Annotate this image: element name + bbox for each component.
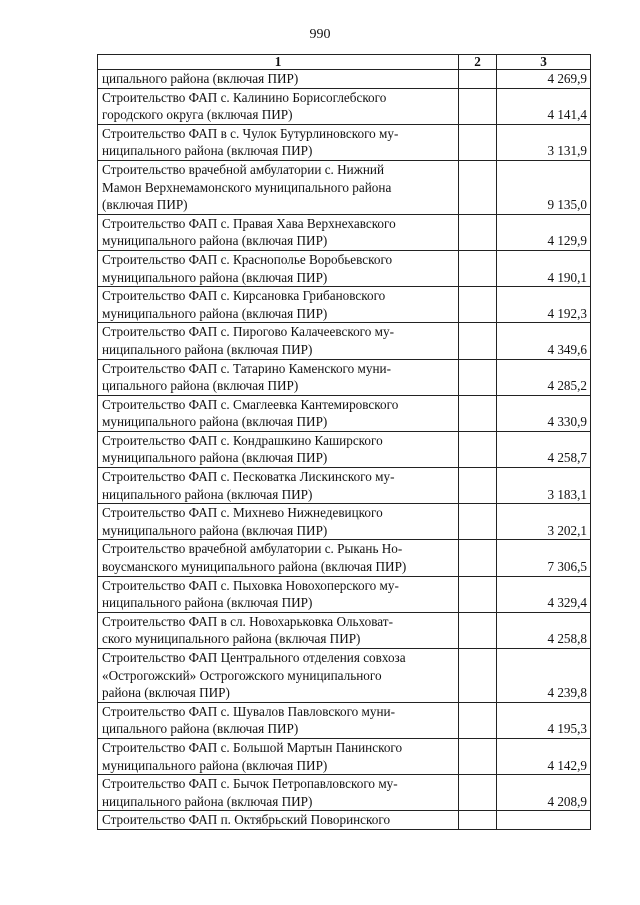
table-row: [98, 287, 591, 323]
row-column-2: [459, 431, 497, 467]
table-row: [98, 214, 591, 250]
row-description: Строительство ФАП с. Михнево Нижнедевицкого муниципального района (включая ПИР): [98, 504, 459, 540]
table-row: [98, 576, 591, 612]
row-description: Строительство ФАП с. Кирсановка Грибановского муниципального района (включая ПИР): [98, 287, 459, 323]
row-amount: 7 306,5: [497, 540, 591, 576]
row-column-2: [459, 124, 497, 160]
row-column-2: [459, 738, 497, 774]
row-amount: 9 135,0: [497, 160, 591, 214]
row-column-2: [459, 214, 497, 250]
row-column-2: [459, 359, 497, 395]
table-row: [98, 124, 591, 160]
table-header-row: [98, 55, 591, 70]
table-row: [98, 250, 591, 286]
row-column-2: [459, 287, 497, 323]
table-row: [98, 702, 591, 738]
column-header-1: 1: [98, 55, 459, 70]
row-amount: 4 195,3: [497, 702, 591, 738]
row-column-2: [459, 702, 497, 738]
row-amount: 4 190,1: [497, 250, 591, 286]
column-header-3: 3: [497, 55, 591, 70]
row-description: Строительство ФАП с. Кондрашкино Каширского муниципального района (включая ПИР): [98, 431, 459, 467]
table-row: [98, 431, 591, 467]
table-row: [98, 540, 591, 576]
row-amount: 4 329,4: [497, 576, 591, 612]
row-amount: 4 141,4: [497, 88, 591, 124]
row-amount: 4 258,8: [497, 612, 591, 648]
row-amount: 4 142,9: [497, 738, 591, 774]
row-amount: 4 239,8: [497, 649, 591, 703]
row-amount: 4 208,9: [497, 775, 591, 811]
table-row: [98, 395, 591, 431]
row-description: Строительство ФАП с. Правая Хава Верхнехавского муниципального района (включая ПИР): [98, 214, 459, 250]
row-description: Строительство ФАП с. Бычок Петропавловского му- ниципального района (включая ПИР): [98, 775, 459, 811]
row-description: Строительство ФАП с. Смаглеевка Кантемировского муниципального района (включая ПИР): [98, 395, 459, 431]
row-amount: 4 269,9: [497, 70, 591, 89]
row-amount: 4 258,7: [497, 431, 591, 467]
row-column-2: [459, 612, 497, 648]
row-description: Строительство ФАП с. Песковатка Лискинского му- ниципального района (включая ПИР): [98, 468, 459, 504]
row-description: Строительство ФАП п. Октябрьский Поворинского: [98, 811, 459, 830]
table-row: [98, 323, 591, 359]
row-description: Строительство ФАП с. Большой Мартын Панинского муниципального района (включая ПИР): [98, 738, 459, 774]
row-amount: 4 129,9: [497, 214, 591, 250]
row-column-2: [459, 468, 497, 504]
table-row: [98, 504, 591, 540]
table-row: [98, 70, 591, 89]
table-row: [98, 775, 591, 811]
row-description: Строительство ФАП с. Шувалов Павловского муни- ципального района (включая ПИР): [98, 702, 459, 738]
row-column-2: [459, 70, 497, 89]
row-amount: 4 330,9: [497, 395, 591, 431]
row-column-2: [459, 811, 497, 830]
row-column-2: [459, 775, 497, 811]
table-row: [98, 160, 591, 214]
row-description: Строительство ФАП с. Краснополье Воробьевского муниципального района (включая ПИР): [98, 250, 459, 286]
row-description: Строительство ФАП с. Пыховка Новохоперского му- ниципального района (включая ПИР): [98, 576, 459, 612]
table-row: [98, 612, 591, 648]
table-row: [98, 359, 591, 395]
row-amount: 3 183,1: [497, 468, 591, 504]
row-description: Строительство ФАП в сл. Новохарьковка Ольховат- ского муниципального района (включая ПИР): [98, 612, 459, 648]
table-row: [98, 811, 591, 830]
row-description: ципального района (включая ПИР): [98, 70, 459, 89]
row-column-2: [459, 540, 497, 576]
column-header-2: 2: [459, 55, 497, 70]
row-column-2: [459, 323, 497, 359]
row-column-2: [459, 504, 497, 540]
page-number: 990: [309, 27, 331, 42]
row-amount: 3 131,9: [497, 124, 591, 160]
row-column-2: [459, 250, 497, 286]
row-description: Строительство врачебной амбулатории с. Нижний Мамон Верхнемамонского муниципального района (включая ПИР): [98, 160, 459, 214]
row-description: Строительство ФАП в с. Чулок Бутурлиновского му- ниципального района (включая ПИР): [98, 124, 459, 160]
row-description: Строительство врачебной амбулатории с. Рыкань Но- воусманского муниципального района (включая ПИР): [98, 540, 459, 576]
table-row: [98, 738, 591, 774]
row-amount: 4 349,6: [497, 323, 591, 359]
table-row: [98, 468, 591, 504]
row-column-2: [459, 649, 497, 703]
table-row: [98, 88, 591, 124]
table-row: [98, 649, 591, 703]
row-column-2: [459, 395, 497, 431]
row-description: Строительство ФАП с. Татарино Каменского муни- ципального района (включая ПИР): [98, 359, 459, 395]
row-amount: [497, 811, 591, 830]
row-column-2: [459, 576, 497, 612]
row-amount: 4 192,3: [497, 287, 591, 323]
row-column-2: [459, 88, 497, 124]
row-description: Строительство ФАП Центрального отделения совхоза «Острогожский» Острогожского муниципального района (включая ПИР): [98, 649, 459, 703]
row-column-2: [459, 160, 497, 214]
row-description: Строительство ФАП с. Калинино Борисоглебского городского округа (включая ПИР): [98, 88, 459, 124]
budget-table: [97, 54, 591, 830]
row-description: Строительство ФАП с. Пирогово Калачеевского му- ниципального района (включая ПИР): [98, 323, 459, 359]
row-amount: 3 202,1: [497, 504, 591, 540]
row-amount: 4 285,2: [497, 359, 591, 395]
